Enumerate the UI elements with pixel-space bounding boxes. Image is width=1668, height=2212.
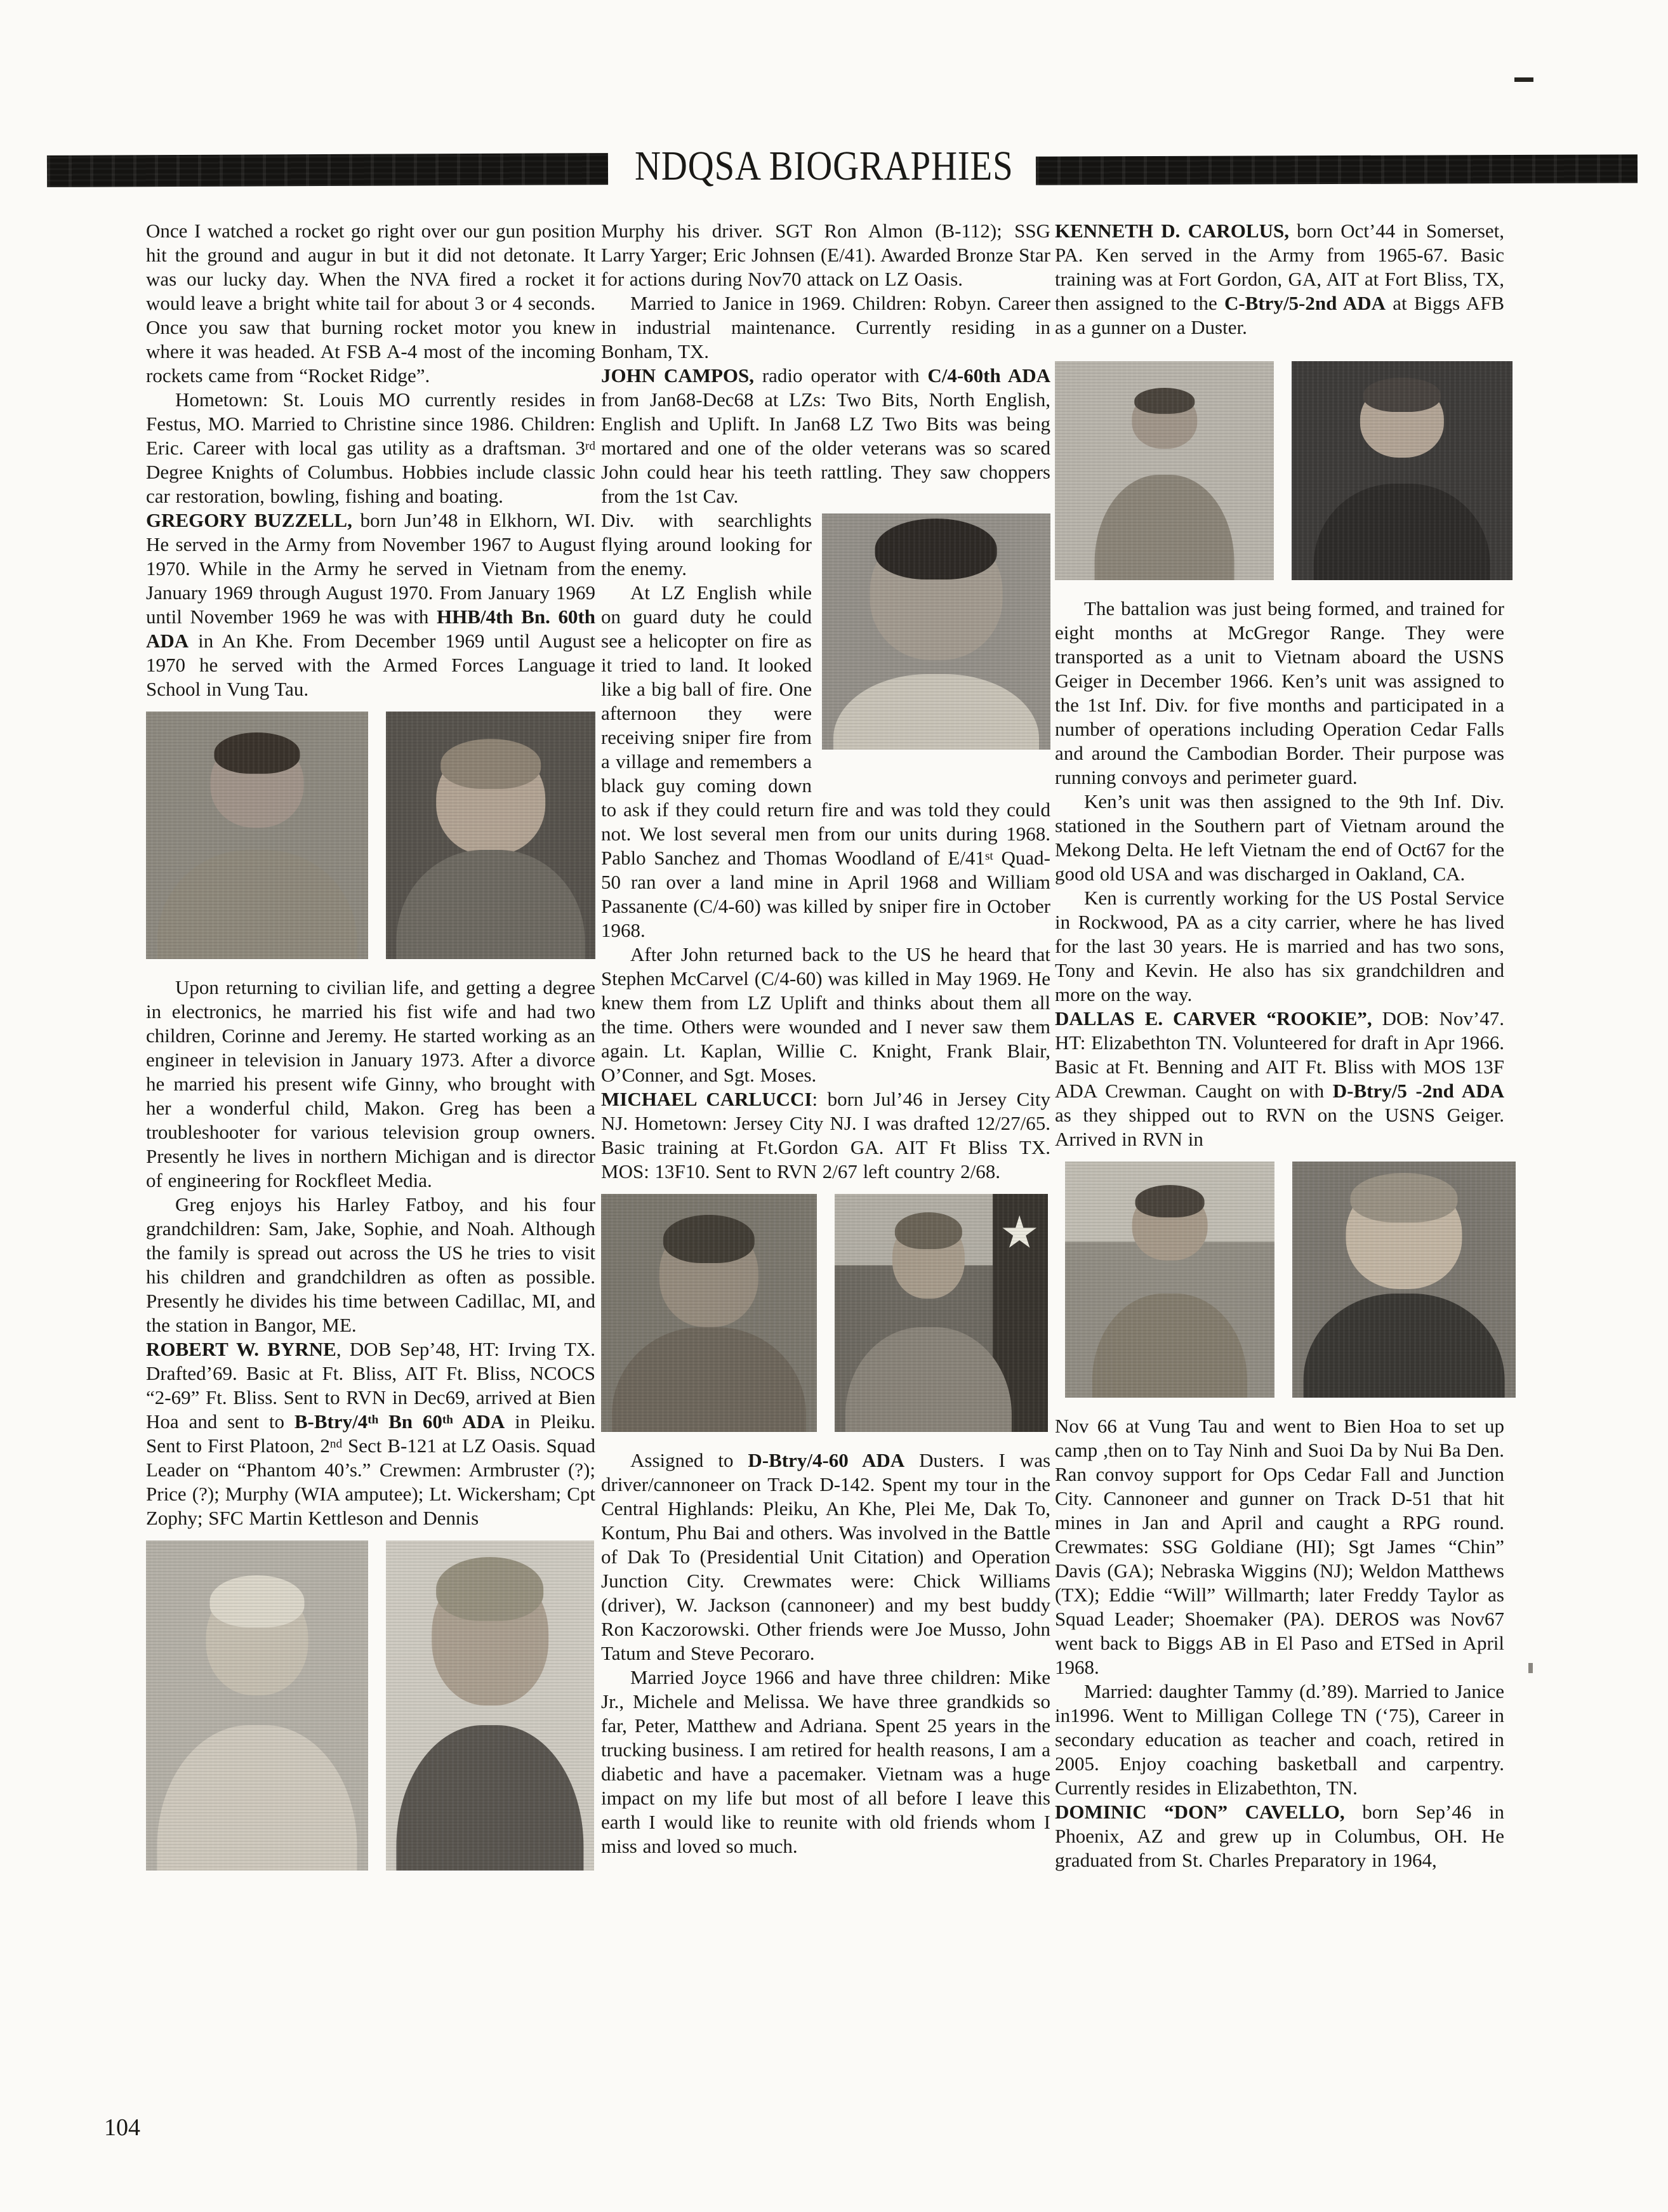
scan-mark-top-right (1514, 77, 1533, 82)
photo-campos-portrait (822, 513, 1050, 750)
portrait-torso (833, 674, 1039, 750)
portrait-head (1132, 1190, 1208, 1261)
photo-carlucci-current (835, 1194, 1048, 1432)
photo-byrne-beach (146, 1540, 368, 1871)
photo-carolus-vietnam (1055, 361, 1274, 580)
scan-mark-right-edge (1528, 1663, 1533, 1673)
photo-carolus-suit (1292, 361, 1512, 580)
portrait-head (211, 739, 304, 828)
portrait-head (892, 1218, 965, 1299)
paragraph-kens-unit: Ken’s unit was then assigned to the 9th Inf. Div. stationed in the Southern part of Vietnam around the Mekong Delta. He left Vietnam the end of Oct67 for the good old USA and was discharged in Oakland, CA. (1055, 790, 1504, 885)
bio-paragraph-buzzell: GREGORY BUZZELL, born Jun’48 in Elkhorn, WI. He served in the Army from November 1967 to August 1970. While in the Army he served in Vietnam from January 1969 through August 1970. From January 1969 until November 1969 he was with HHB/4th Bn. 60th ADA in An Khe. From December 1969 until August 1970 he served with the Armed Forces Language School in Vung Tau. (146, 509, 596, 700)
bio-paragraph-byrne: ROBERT W. BYRNE, DOB Sep’48, HT: Irving TX. Drafted’69. Basic at Ft. Bliss, AIT Ft. Bliss, NCOCS “2-69” Ft. Bliss. Sent to RVN in Dec69, arrived at Bien Hoa and sent to B-Btry/4th Bn 60th ADA in Pleiku. Sent to First Platoon, 2nd Sect B-121 at LZ Oasis. Squad Leader on “Phantom 40’s.” Crewmen: Armbruster (?); Price (?); Murphy (WIA amputee); Lt. Wickersham; Cpt Zophy; SFC Martin Kettleson and Dennis (146, 1338, 595, 1529)
paragraph-campos-searchlights: Div. with searchlights flying around looking for the enemy. (601, 509, 812, 579)
header-bar-left (47, 153, 608, 187)
photo-row-byrne (146, 1540, 595, 1871)
paragraph-upon-returning: Upon returning to civilian life, and getting a degree in electronics, he married his fist wife and had two children, Corinne and Jeremy. He started working as an engineer in television in January 1973. After a divorce he married his present wife Ginny, who brought with her a wonderful child, Makon. Greg has been a troubleshooter for various television group owners. Presently he lives in northern Michigan and is director of engineering for Rockfleet Media. (146, 976, 595, 1191)
campos-wrap-block (601, 508, 1050, 943)
portrait-torso (1094, 475, 1234, 580)
page-number: 104 (104, 2114, 140, 2141)
paragraph-rocket-continuation: Once I watched a rocket go right over our gun position hit the ground and augur in but it did not detonate. It was our lucky day. When the NVA fired a rocket it would leave a bright white tail for about 3 or 4 seconds. Once you saw that burning rocket motor you knew where it was headed. At FSB A-4 most of the incoming rockets came from “Rocket Ridge”. (146, 220, 595, 387)
portrait-head (1132, 392, 1198, 449)
paragraph-married-tammy: Married: daughter Tammy (d.’89). Married to Janice in1996. Went to Milligan College TN (‘75), Career in secondary education as teacher and coach, retired in 2005. Enjoy coaching basketball and carpentry. Currently resides in Elizabethton, TN. (1055, 1680, 1504, 1799)
photo-row-carver (1055, 1162, 1504, 1398)
photo-row-buzzell (146, 712, 595, 959)
bio-paragraph-carolus: KENNETH D. CAROLUS, born Oct’44 in Somerset, PA. Ken served in the Army from 1965-67. Basic training was at Fort Gordon, GA, AIT at Fort Bliss, TX, then assigned to the C-Btry/5-2nd ADA at Biggs AFB as a gunner on a Duster. (1055, 220, 1504, 338)
column-1 (146, 219, 595, 1887)
photo-buzzell-vietnam (146, 712, 368, 959)
portrait-head (436, 746, 545, 856)
paragraph-married-joyce: Married Joyce 1966 and have three children: Mike Jr., Michele and Melissa. We have three grandkids so far, Peter, Matthew and Adriana. Spent 25 years in the trucking business. I am retired for health reasons, I am a diabetic and have a pacemaker. Vietnam was a huge impact on my life but most of all before I leave this earth I would like to reunite with old friends whom I miss and loved so much. (601, 1666, 1050, 1857)
portrait-torso (157, 850, 357, 959)
portrait-torso (396, 1725, 583, 1871)
paragraph-campos-lz-english: At LZ English while on guard duty he could see a helicopter on fire as it tried to land. It looked like a big ball of fire. One afternoon they were receiving sniper fire from a village and remembers a black guy coming down to ask if they could return fire and was told they could not. We lost several men from our units during 1968. Pablo Sanchez and Thomas Woodland of E/41st Quad-50 ran over a land mine in April 1968 and William Passanente (C/4-60) was killed by sniper fire in October 1968. (601, 581, 1050, 941)
paragraph-assigned-dusters: Assigned to D-Btry/4-60 ADA Dusters. I was driver/cannoneer on Track D-142. Spent my tour in the Central Highlands: Pleiku, An Khe, Plei Me, Dak To, Kontum, Phu Bai and others. Was involved in the Battle of Dak To (Presidential Unit Citation) and Operation Junction City. Crewmates were: Chick Williams (driver), W. Jackson (cannoneer) and my best buddy Ron Kaczorowski. Other friends were Joe Musso, John Tatum and Steve Pecoraro. (601, 1449, 1051, 1664)
photo-row-carlucci (601, 1194, 1050, 1432)
paragraph-greg-enjoys: Greg enjoys his Harley Fatboy, and his four grandchildren: Sam, Jake, Sophie, and Noah. Although the family is spread out across the US he tries to visit his children and grandchildren as often as possible. Presently he divides his time between Cadillac, MI, and the station in Bangor, ME. (146, 1193, 595, 1336)
photo-carver-current (1292, 1162, 1516, 1398)
bio-paragraph-cavello: DOMINIC “DON” CAVELLO, born Sep’46 in Phoenix, AZ and grew up in Columbus, OH. He graduated from St. Charles Preparatory in 1964, (1055, 1801, 1505, 1871)
portrait-torso (1314, 484, 1490, 580)
photo-buzzell-current (386, 712, 595, 959)
portrait-torso (397, 850, 585, 959)
paragraph-after-john: After John returned back to the US he heard that Stephen McCarvel (C/4-60) was killed in May 1969. He knew them from LZ Uplift and thinks about them all the time. Others were wounded and I never saw them again. Lt. Kaplan, Willie C. Knight, Frank Blair, O’Conner, and Sgt. Moses. (601, 943, 1050, 1086)
bio-paragraph-campos: JOHN CAMPOS, radio operator with C/4-60th ADA from Jan68-Dec68 at LZs: Two Bits, North English, English and Uplift. In Jan68 LZ Two Bits was being mortared and one of the older veterans was so scared John could hear his teeth rattling. They saw choppers from the 1st Cav. (601, 364, 1050, 507)
paragraph-hometown: Hometown: St. Louis MO currently resides in Festus, MO. Married to Christine since 1986. Children: Eric. Career with local gas utility as a draftsman. 3rd Degree Knights of Columbus. Hobbies include classic car restoration, bowling, fishing and boating. (146, 388, 595, 507)
paragraph-ken-postal: Ken is currently working for the US Postal Service in Rockwood, PA as a city carrier, where he has lived for the last 30 years. He is married and has two sons, Tony and Kevin. He also has six grandchildren and more on the way. (1055, 887, 1504, 1005)
photo-carver-vietnam (1065, 1162, 1274, 1398)
paragraph-married-janice: Married to Janice in 1969. Children: Robyn. Career in industrial maintenance. Currently residing in Bonham, TX. (601, 292, 1050, 362)
bio-paragraph-carver: DALLAS E. CARVER “ROOKIE”, DOB: Nov’47. HT: Elizabethton TN. Volunteered for draft in Apr 1966. Basic at Ft. Benning and AIT Ft. Bliss with MOS 13F ADA Crewman. Caught on with D-Btry/5 -2nd ADA as they shipped out to RVN on the USNS Geiger. Arrived in RVN in (1055, 1007, 1504, 1150)
header-bar-right (1036, 154, 1638, 185)
column-3 (1055, 219, 1504, 1872)
portrait-head (870, 527, 1003, 659)
portrait-head (659, 1222, 758, 1327)
portrait-head (206, 1584, 308, 1696)
portrait-torso (1092, 1294, 1247, 1398)
dark-flag-panel (993, 1194, 1048, 1432)
paragraph-battalion: The battalion was just being formed, and trained for eight months at McGregor Range. They were transported as a unit to Vietnam aboard the USNS Geiger in December 1966. Ken’s unit was assigned to the 1st Inf. Div. for five months and participated in a number of operations including Operation Cedar Falls and around the Cambodian Border. Their purpose was running convoys and perimeter guard. (1055, 597, 1504, 788)
flag-star-detail (1002, 1215, 1037, 1251)
page-title: NDQSA BIOGRAPHIES (635, 143, 1014, 189)
paragraph-nov66-continuation: Nov 66 at Vung Tau and went to Bien Hoa to set up camp ,then on to Tay Ninh and Suoi Da by Nui Ba Den. Ran convoy support for Ops Cedar Fall and Junction City. Cannoneer and gunner on Track D-51 that hit mines in Jan and April and caught a RPG round. Crewmates: SSG Goldiane (HI); Sgt James “Chin” Davis (GA); Nebraska Wiggins (NJ); Weldon Matthews (TX); Eddie “Will” Willmarth; later Freddy Taylor as Squad Leader; Shoemaker (PA). DEROS was Nov67 went back to Biggs AB in El Paso and ETSed in April 1968. (1055, 1415, 1504, 1678)
portrait-head (1346, 1181, 1462, 1289)
portrait-torso (1304, 1294, 1505, 1398)
photo-byrne-current (386, 1540, 594, 1871)
column-2 (601, 219, 1050, 1858)
portrait-torso (845, 1327, 1012, 1432)
bio-paragraph-carlucci: MICHAEL CARLUCCI: born Jul’46 in Jersey City NJ. Hometown: Jersey City NJ. I was drafted 12/27/65. Basic training at Ft.Gordon GA. AIT Ft Bliss TX. MOS: 13F10. Sent to RVN 2/67 left country 2/68. (601, 1088, 1051, 1182)
photo-carlucci-vietnam (601, 1194, 817, 1432)
photo-row-carolus (1055, 361, 1504, 580)
portrait-torso (612, 1327, 806, 1432)
portrait-head (1360, 383, 1444, 458)
paragraph-murphy-continuation: Murphy his driver. SGT Ron Almon (B-112); SSG Larry Yarger; Eric Johnsen (E/41). Awarded Bronze Star for actions during Nov70 attack on LZ Oasis. (601, 220, 1050, 290)
portrait-torso (157, 1725, 357, 1871)
portrait-head (432, 1567, 548, 1705)
